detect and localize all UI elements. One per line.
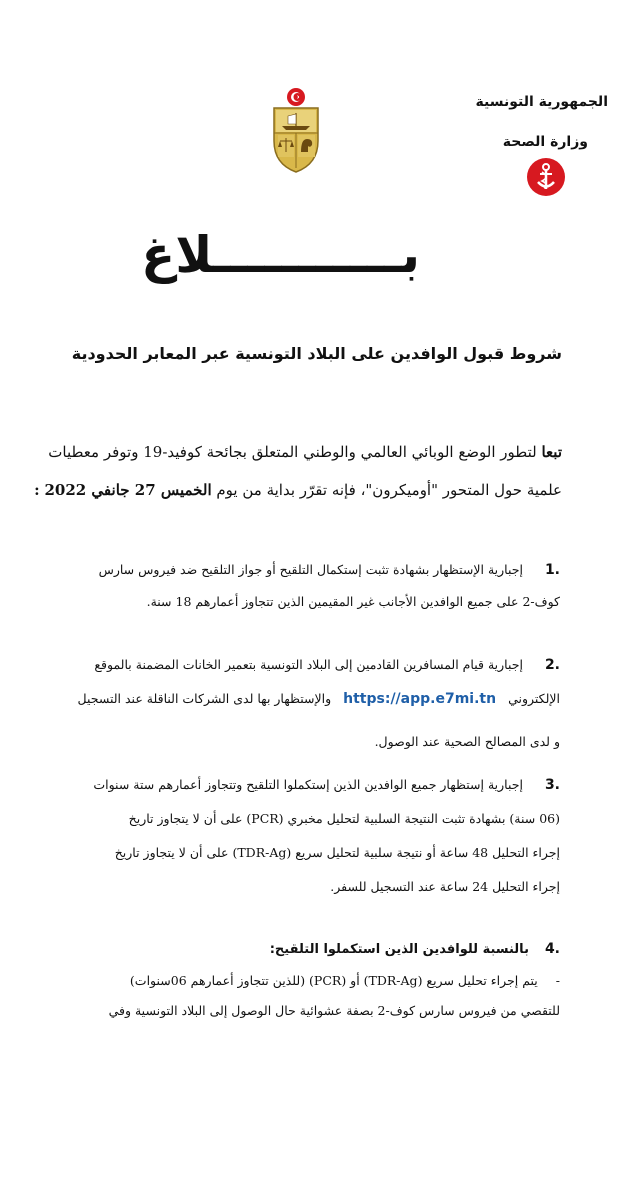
item-4-line-2: للتقصي من فيروس سارس كوف-2 بصفة عشوائية حال الوصول إلى البلاد التونسية وفي	[108, 1003, 560, 1018]
item-text: إجبارية الإستظهار بشهادة تثبت إستكمال التلقيح أو جواز التلقيح ضد فيروس سارس	[98, 562, 523, 577]
bullet: -	[555, 973, 560, 988]
ministry-logo-icon	[526, 157, 566, 197]
announcement-title: بـــــــــــلاغ	[141, 226, 420, 284]
intro-line-2-end: :	[34, 481, 40, 499]
announcement-subtitle: شروط قبول الوافدين على البلاد التونسية عبر المعابر الحدودية	[71, 344, 562, 363]
item-1-line-2: كوف-2 على جميع الوافدين الأجانب غير المقيمين الذين تتجاوز أعمارهم 18 سنة.	[146, 594, 560, 609]
intro-line-1	[48, 436, 562, 469]
item-2-line-1	[94, 650, 560, 680]
item-text: إجبارية قيام المسافرين القادمين إلى البلاد التونسية بتعمير الخانات المضمنة بالموقع	[94, 657, 523, 672]
website-link[interactable]: https://app.e7mi.tn	[343, 691, 497, 707]
item-4-heading	[270, 934, 560, 965]
item-number: 3.	[544, 777, 560, 793]
intro-lead-word: تبعا	[541, 443, 562, 461]
item-2-line-2	[78, 684, 560, 714]
item-heading: بالنسبة للوافدين الذين استكملوا التلقيح:	[269, 942, 529, 957]
item-1-line-1	[99, 555, 560, 585]
intro-line-2	[34, 474, 562, 507]
ministry-name: وزارة الصحة	[502, 134, 588, 150]
item-3-line-4: إجراء التحليل 24 ساعة عند التسجيل للسفر.	[330, 879, 560, 894]
item-2-line-3: و لدى المصالح الصحية عند الوصول.	[374, 734, 560, 749]
item-text: والإستظهار بها لدى الشركات الناقلة عند التسجيل	[77, 691, 332, 706]
item-3-line-3: إجراء التحليل 48 ساعة أو نتيجة سلبية لتحليل سريع (TDR-Ag) على أن لا يتجاوز تاريخ	[114, 845, 560, 860]
item-number: 2.	[544, 657, 560, 673]
item-number: 1.	[544, 562, 560, 578]
item-text: إجبارية إستظهار جميع الوافدين الذين إستكملوا التلقيح وتتجاوز أعمارهم ستة سنوات	[93, 777, 523, 792]
item-number: 4.	[544, 941, 560, 957]
intro-date: الخميس 27 جانفي 2022	[44, 481, 212, 499]
item-text: يتم إجراء تحليل سريع (TDR-Ag) أو (PCR) (للذين تتجاوز أعمارهم 06سنوات)	[129, 973, 538, 988]
item-text: الإلكتروني	[508, 691, 560, 706]
intro-line-1-text: لتطور الوضع الوبائي العالمي والوطني المتعلق بجائحة كوفيد-19 وتوفر معطيات	[48, 443, 537, 461]
intro-line-2-start: علمية حول المتحور "أوميكرون"، فإنه تقرّر بداية من يوم	[216, 481, 562, 499]
item-3-line-1	[93, 770, 560, 800]
item-3-line-2: (06 سنة) بشهادة تثبت النتيجة السلبية لتحليل مخبري (PCR) على أن لا يتجاوز تاريخ	[128, 811, 560, 826]
coat-of-arms-icon	[270, 86, 322, 174]
item-4-line-1	[130, 966, 560, 996]
country-name: الجمهورية التونسية	[475, 94, 608, 110]
